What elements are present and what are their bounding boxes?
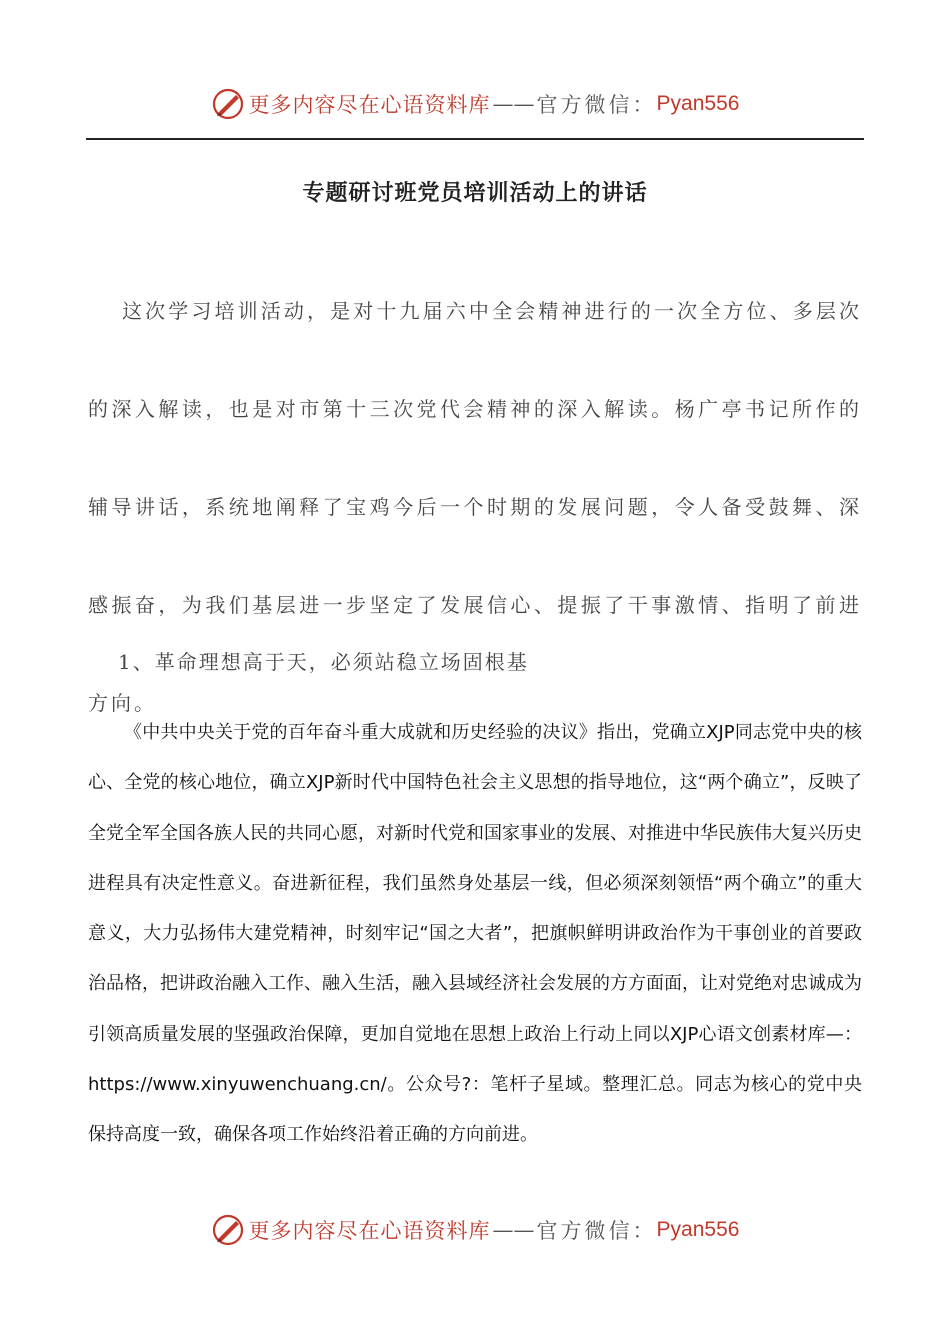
- pen-logo-icon: [211, 1213, 245, 1247]
- banner-separator: ——: [492, 1218, 535, 1242]
- footer-banner: [0, 1210, 950, 1250]
- pen-logo-icon: [211, 87, 245, 121]
- banner-separator: ——: [492, 92, 535, 116]
- banner-wechat-id: Pyan556: [656, 92, 740, 115]
- banner-wechat-id: Pyan556: [656, 1218, 740, 1241]
- banner-text: 更多内容尽在心语资料库: [248, 93, 491, 117]
- banner-text: 更多内容尽在心语资料库: [248, 1219, 491, 1243]
- header-divider: [86, 138, 864, 140]
- document-title: 专题研讨班党员培训活动上的讲话: [302, 180, 648, 206]
- section-heading: 1、革命理想高于天，必须站稳立场固根基: [118, 650, 529, 674]
- header-banner: [0, 84, 950, 124]
- banner-wechat-label: 官方微信：: [536, 93, 657, 117]
- banner-wechat-label: 官方微信：: [536, 1219, 657, 1243]
- intro-paragraph: 这次学习培训活动，是对十九届六中全会精神进行的一次全方位、多层次的深入解读，也是对市第十三次党代会精神的深入解读。杨广亭书记所作的辅导讲话，系统地阐释了宝鸡今后一个时期的发展问题，令人备受鼓舞、深感振奋，为我们基层进一步坚定了发展信心、提振了干事激情、指明了前进方向。: [88, 299, 862, 715]
- body-paragraph: 《中共中央关于党的百年奋斗重大成就和历史经验的决议》指出，党确立XJP同志党中央的核心、全党的核心地位，确立XJP新时代中国特色社会主义思想的指导地位，这“两个确立”，反映了全党全军全国各族人民的共同心愿，对新时代党和国家事业的发展、对推进中华民族伟大复兴历史进程具有决定性意义。奋进新征程，我们虽然身处基层一线，但必须深刻领悟“两个确立”的重大意义，大力弘扬伟大建党精神，时刻牢记“国之大者”，把旗帜鲜明讲政治作为干事创业的首要政治品格，把讲政治融入工作、融入生活，融入县域经济社会发展的方方面面，让对党绝对忠诚成为引领高质量发展的坚强政治保障，更加自觉地在思想上政治上行动上同以XJP心语文创素材库—：https://www.xinyuwenchuang.cn/。公众号?：笔杆子星域。整理汇总。同志为核心的党中央保持高度一致，确保各项工作始终沿着正确的方向前进。: [88, 722, 862, 1146]
